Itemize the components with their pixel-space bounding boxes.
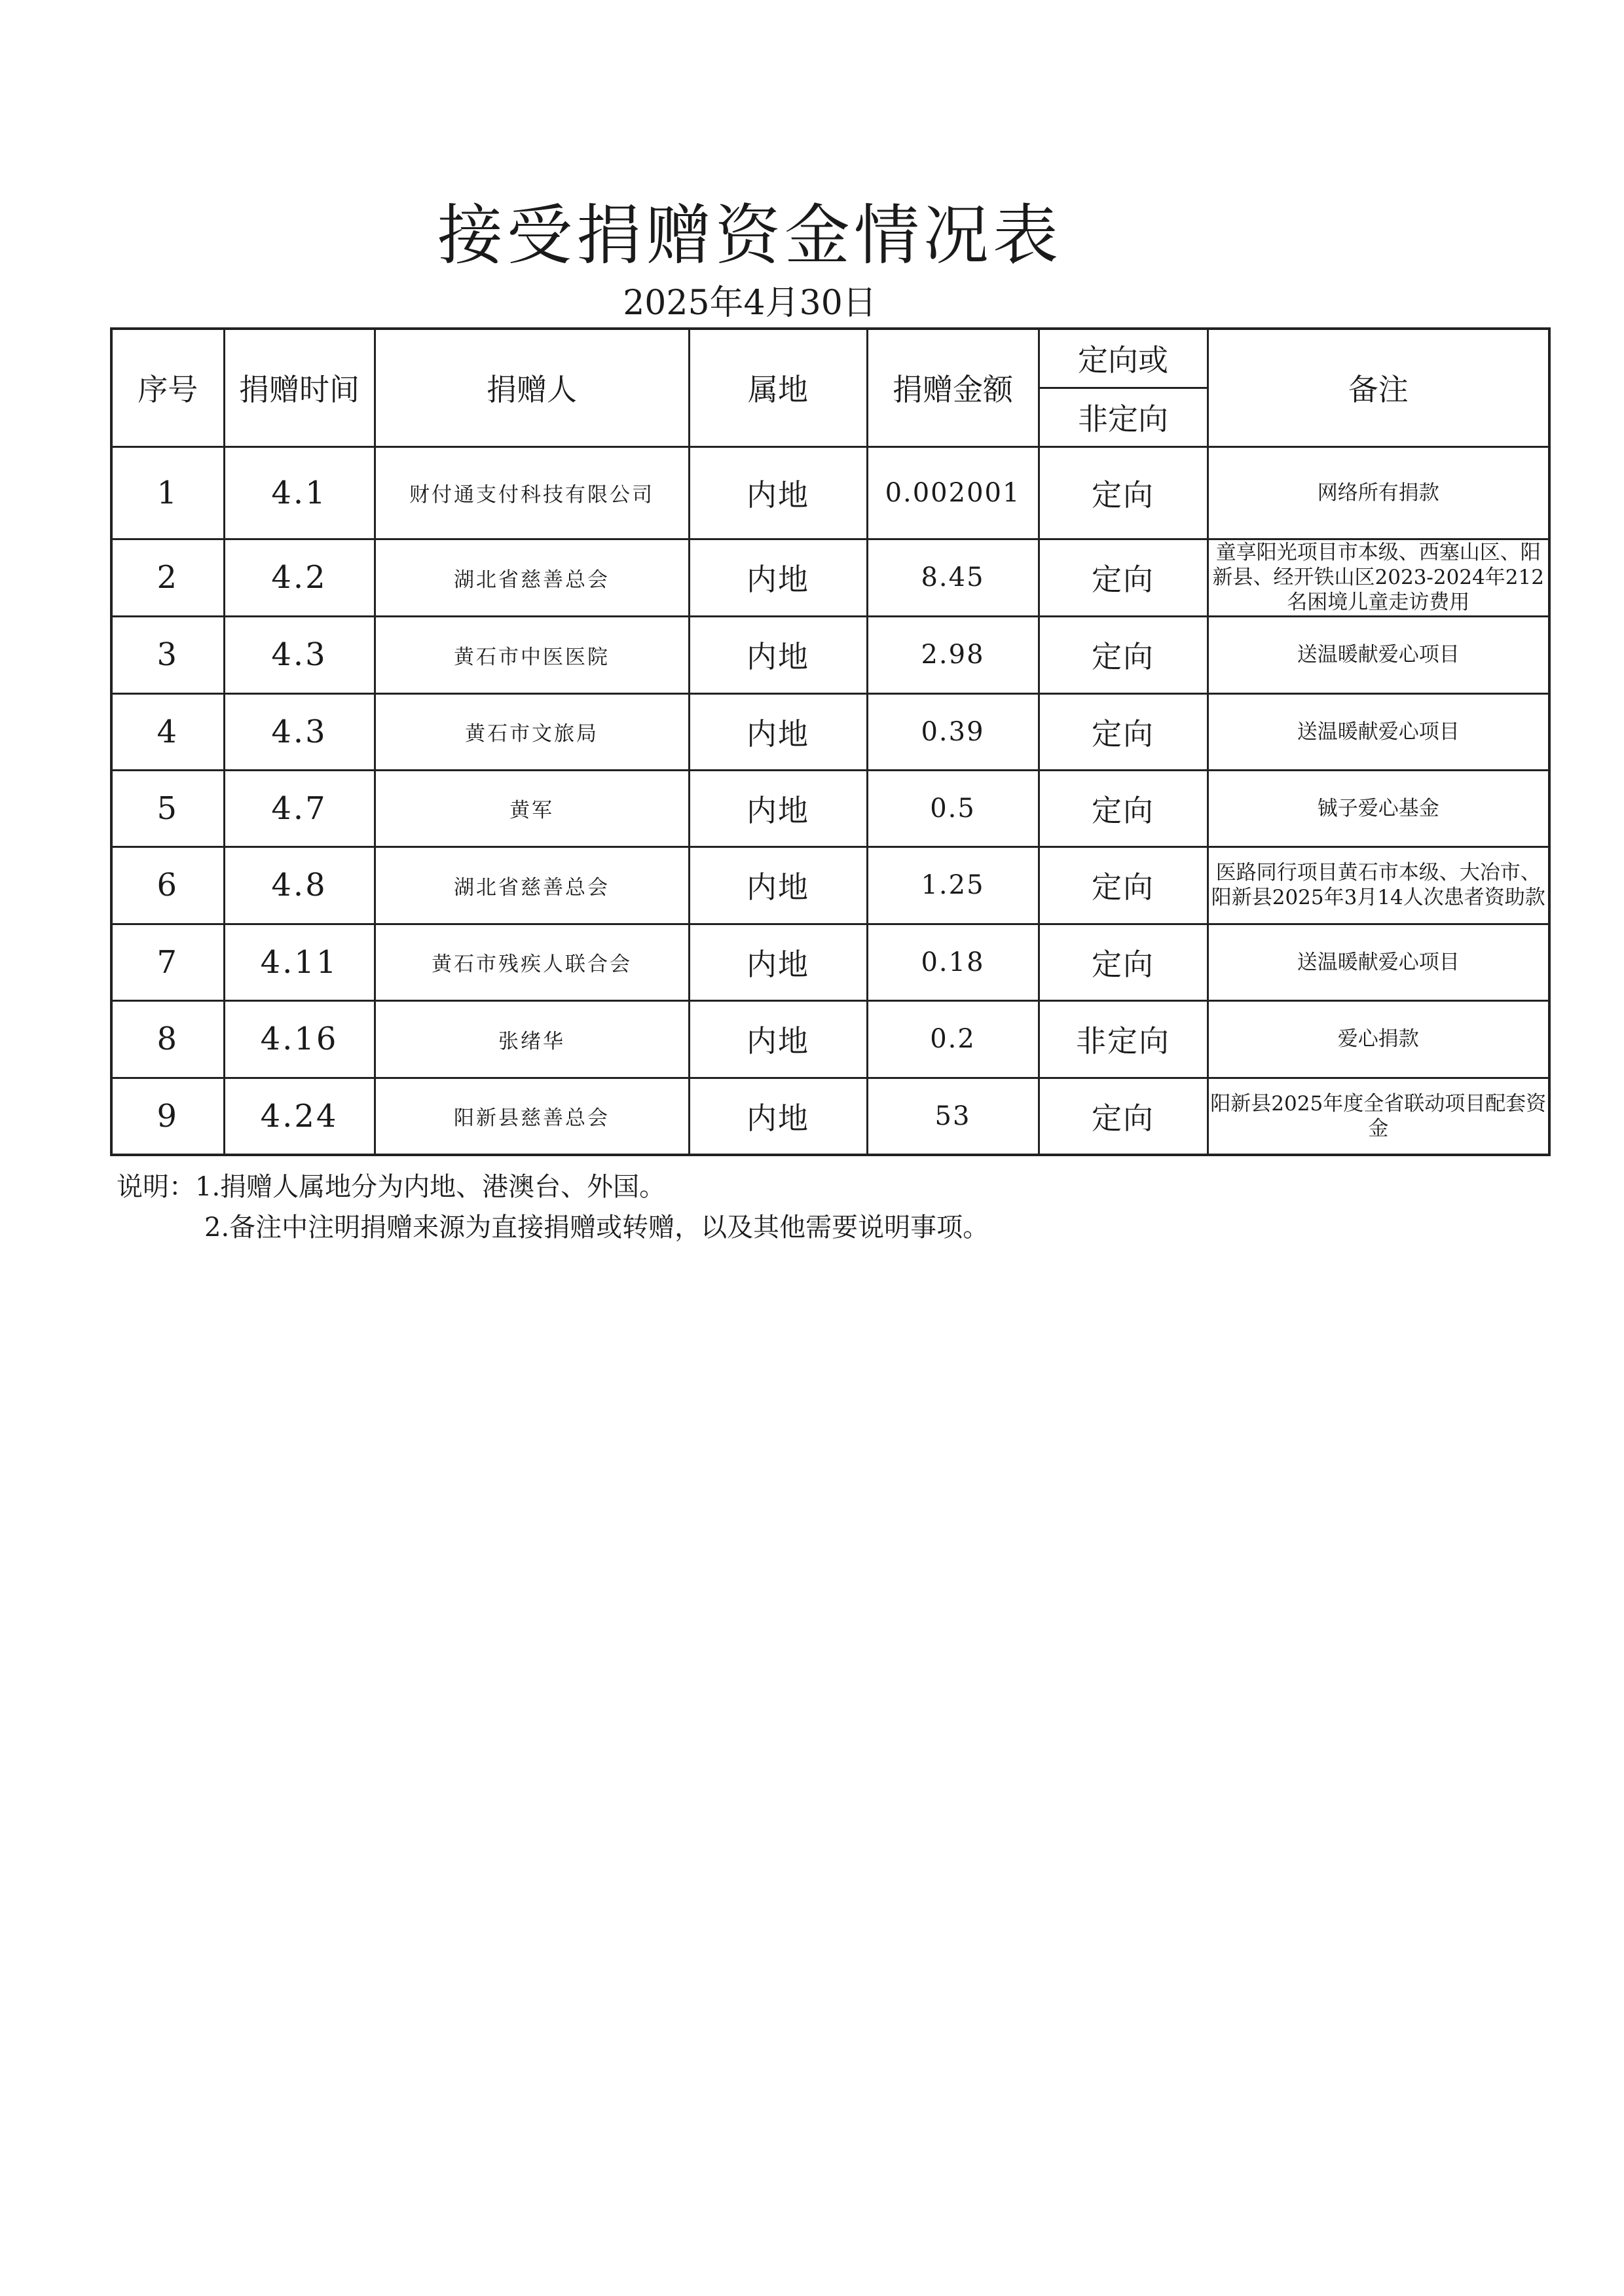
cell-date: 4.3 <box>224 693 375 770</box>
cell-note: 铖子爱心基金 <box>1208 770 1549 847</box>
cell-donor: 黄石市中医医院 <box>375 616 689 693</box>
table-row <box>111 924 1549 1000</box>
page-title: 接受捐赠资金情况表 <box>437 197 1062 274</box>
table-row <box>111 693 1549 770</box>
footnotes <box>117 1167 989 1248</box>
cell-date: 4.7 <box>224 770 375 847</box>
table-row <box>111 616 1549 693</box>
cell-donor: 阳新县慈善总会 <box>375 1078 689 1155</box>
cell-direction: 定向 <box>1039 770 1208 847</box>
footnote-2: 2.备注中注明捐赠来源为直接捐赠或转赠，以及其他需要说明事项。 <box>204 1212 989 1243</box>
cell-amount: 0.39 <box>867 693 1039 770</box>
cell-direction: 定向 <box>1039 847 1208 924</box>
footnote-1: 说明：1.捐赠人属地分为内地、港澳台、外国。 <box>117 1172 666 1202</box>
cell-region: 内地 <box>689 539 867 616</box>
report-date: 2025年4月30日 <box>623 283 877 323</box>
cell-donor: 黄石市文旅局 <box>375 693 689 770</box>
cell-donor: 黄石市残疾人联合会 <box>375 924 689 1000</box>
cell-amount: 0.5 <box>867 770 1039 847</box>
cell-no: 1 <box>111 446 224 539</box>
cell-date: 4.16 <box>224 1000 375 1078</box>
cell-note: 网络所有捐款 <box>1208 446 1549 539</box>
cell-date: 4.8 <box>224 847 375 924</box>
table-header <box>111 329 1549 446</box>
cell-region: 内地 <box>689 770 867 847</box>
cell-donor: 财付通支付科技有限公司 <box>375 446 689 539</box>
header-amount: 捐赠金额 <box>867 329 1039 446</box>
cell-direction: 定向 <box>1039 1078 1208 1155</box>
cell-amount: 0.2 <box>867 1000 1039 1078</box>
cell-no: 9 <box>111 1078 224 1155</box>
cell-region: 内地 <box>689 616 867 693</box>
cell-no: 3 <box>111 616 224 693</box>
cell-amount: 0.18 <box>867 924 1039 1000</box>
cell-date: 4.11 <box>224 924 375 1000</box>
table-row <box>111 847 1549 924</box>
table-row <box>111 539 1549 616</box>
cell-direction: 定向 <box>1039 539 1208 616</box>
cell-no: 5 <box>111 770 224 847</box>
cell-note: 阳新县2025年度全省联动项目配套资金 <box>1208 1078 1549 1155</box>
cell-region: 内地 <box>689 446 867 539</box>
cell-date: 4.2 <box>224 539 375 616</box>
cell-amount: 8.45 <box>867 539 1039 616</box>
cell-direction: 非定向 <box>1039 1000 1208 1078</box>
cell-note: 送温暖献爱心项目 <box>1208 616 1549 693</box>
cell-amount: 1.25 <box>867 847 1039 924</box>
header-no: 序号 <box>111 329 224 446</box>
cell-direction: 定向 <box>1039 616 1208 693</box>
header-direction-bottom: 非定向 <box>1039 388 1208 446</box>
cell-donor: 湖北省慈善总会 <box>375 847 689 924</box>
cell-no: 6 <box>111 847 224 924</box>
cell-date: 4.24 <box>224 1078 375 1155</box>
cell-no: 8 <box>111 1000 224 1078</box>
cell-donor: 黄军 <box>375 770 689 847</box>
table-row <box>111 446 1549 539</box>
cell-region: 内地 <box>689 693 867 770</box>
cell-direction: 定向 <box>1039 924 1208 1000</box>
cell-region: 内地 <box>689 1078 867 1155</box>
cell-date: 4.3 <box>224 616 375 693</box>
cell-region: 内地 <box>689 1000 867 1078</box>
cell-note: 爱心捐款 <box>1208 1000 1549 1078</box>
header-direction-top: 定向或 <box>1039 329 1208 388</box>
cell-donor: 张绪华 <box>375 1000 689 1078</box>
cell-region: 内地 <box>689 847 867 924</box>
table-row <box>111 770 1549 847</box>
cell-date: 4.1 <box>224 446 375 539</box>
cell-note: 医路同行项目黄石市本级、大冶市、阳新县2025年3月14人次患者资助款 <box>1208 847 1549 924</box>
table-row <box>111 1000 1549 1078</box>
cell-no: 2 <box>111 539 224 616</box>
cell-region: 内地 <box>689 924 867 1000</box>
cell-note: 送温暖献爱心项目 <box>1208 693 1549 770</box>
cell-direction: 定向 <box>1039 693 1208 770</box>
cell-note: 送温暖献爱心项目 <box>1208 924 1549 1000</box>
cell-no: 4 <box>111 693 224 770</box>
header-date: 捐赠时间 <box>224 329 375 446</box>
donation-table <box>110 327 1551 1156</box>
cell-note: 童享阳光项目市本级、西塞山区、阳新县、经开铁山区2023-2024年212名困境儿童走访费用 <box>1208 539 1549 616</box>
cell-no: 7 <box>111 924 224 1000</box>
table-row <box>111 1078 1549 1155</box>
cell-amount: 53 <box>867 1078 1039 1155</box>
header-note: 备注 <box>1208 329 1549 446</box>
header-region: 属地 <box>689 329 867 446</box>
cell-donor: 湖北省慈善总会 <box>375 539 689 616</box>
header-donor: 捐赠人 <box>375 329 689 446</box>
cell-direction: 定向 <box>1039 446 1208 539</box>
cell-amount: 2.98 <box>867 616 1039 693</box>
cell-amount: 0.002001 <box>867 446 1039 539</box>
